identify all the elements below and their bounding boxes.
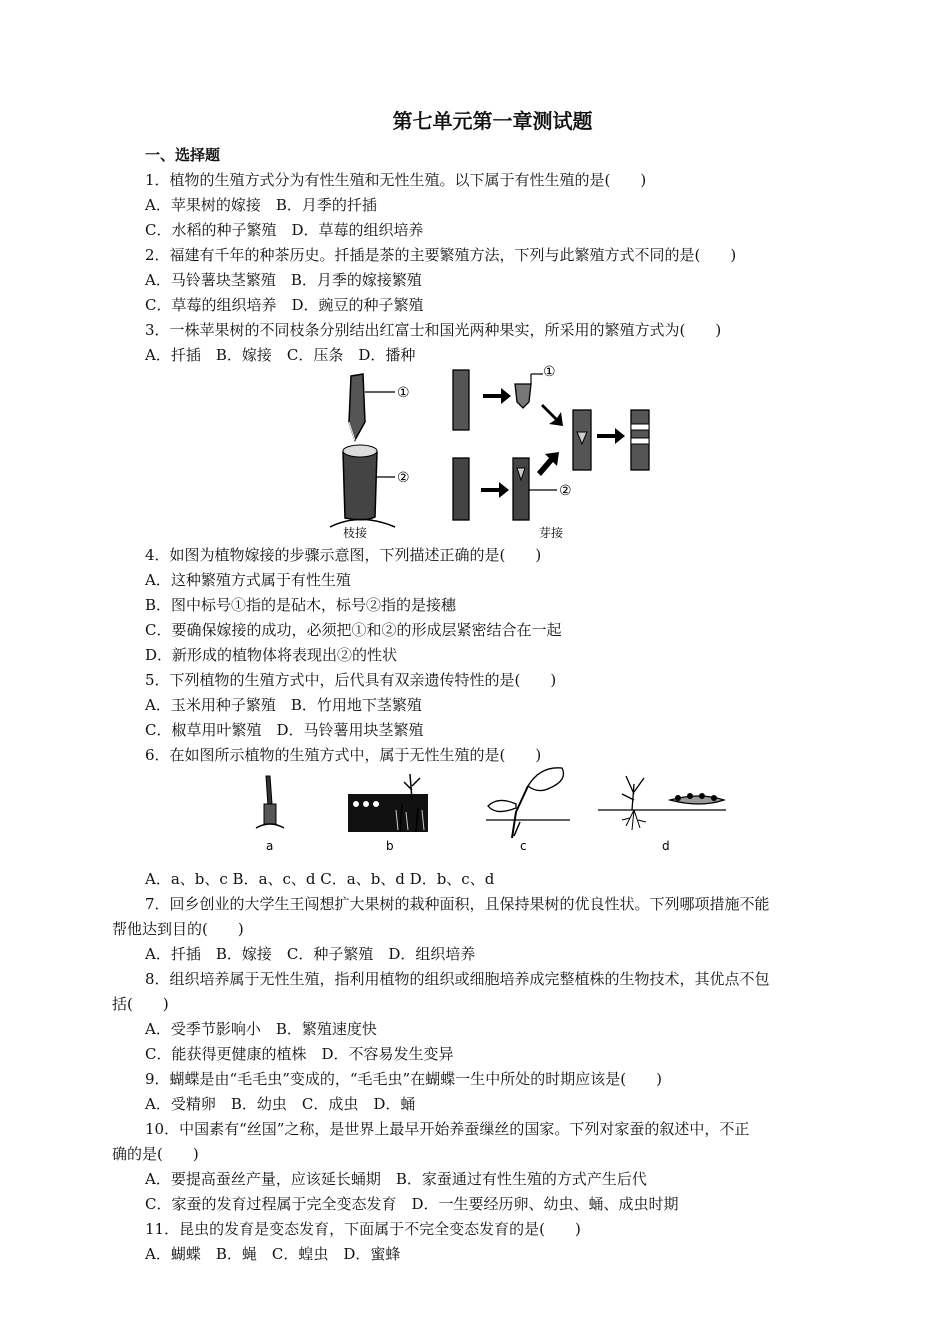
scion-drawing — [349, 374, 365, 440]
q2-options-2: C．草莓的组织培养 D．豌豆的种子繁殖 — [145, 296, 424, 314]
figure-d-drawing — [598, 776, 726, 830]
page-title: 第七单元第一章测试题 — [392, 109, 593, 133]
q10-options-2: C．家蚕的发育过程属于完全变态发育 D．一生要经历卵、幼虫、蛹、成虫时期 — [145, 1195, 679, 1213]
q1-options-2: C．水稻的种子繁殖 D．草莓的组织培养 — [145, 221, 424, 239]
q1-stem: 1．植物的生殖方式分为有性生殖和无性生殖。以下属于有性生殖的是( ) — [145, 171, 647, 189]
q3-stem: 3．一株苹果树的不同枝条分别结出红富士和国光两种果实，所采用的繁殖方式为( ) — [145, 321, 722, 339]
q1-options-1: A．苹果树的嫁接 B．月季的扦插 — [145, 196, 377, 214]
q2-stem: 2．福建有千年的种茶历史。扦插是茶的主要繁殖方法，下列与此繁殖方式不同的是( ) — [145, 246, 737, 264]
q8-options-1: A．受季节影响小 B．繁殖速度快 — [145, 1020, 377, 1038]
figure-a-drawing — [256, 776, 284, 828]
q10-options-1: A．要提高蚕丝产量，应该延长蛹期 B．家蚕通过有性生殖的方式产生后代 — [145, 1170, 647, 1188]
figure-d-label: d — [662, 839, 670, 853]
label-1-left: ① — [397, 385, 410, 401]
stock-drawing — [330, 445, 395, 527]
figure-a-label: a — [266, 839, 274, 853]
label-2-right: ② — [559, 483, 572, 499]
q7-stem-1: 7．回乡创业的大学生王闯想扩大果树的栽种面积，且保持果树的优良性状。下列哪项措施不能 — [145, 895, 770, 913]
q5-stem: 5．下列植物的生殖方式中，后代具有双亲遗传特性的是( ) — [145, 671, 557, 689]
q8-options-2: C．能获得更健康的植株 D．不容易发生变异 — [145, 1045, 454, 1063]
q11-options: A．蝴蝶 B．蝇 C．蝗虫 D．蜜蜂 — [145, 1245, 401, 1263]
figure-b-label: b — [386, 839, 394, 853]
section-heading: 一、选择题 — [145, 146, 221, 164]
q7-stem-2: 帮他达到目的( ) — [112, 920, 244, 938]
q3-options: A．扦插 B．嫁接 C．压条 D．播种 — [145, 346, 416, 364]
figure-c-drawing — [486, 768, 570, 838]
q6-stem: 6．在如图所示植物的生殖方式中，属于无性生殖的是( ) — [145, 746, 542, 764]
label-2-left: ② — [397, 470, 410, 486]
q11-stem: 11．昆虫的发育是变态发育，下面属于不完全变态发育的是( ) — [145, 1220, 581, 1238]
q8-stem-2: 括( ) — [112, 995, 169, 1013]
q2-options-1: A．马铃薯块茎繁殖 B．月季的嫁接繁殖 — [145, 271, 422, 289]
q9-options: A．受精卵 B．幼虫 C．成虫 D．蛹 — [145, 1095, 416, 1113]
q10-stem-2: 确的是( ) — [112, 1145, 199, 1163]
figure-b-drawing — [348, 774, 428, 832]
q5-options-1: A．玉米用种子繁殖 B．竹用地下茎繁殖 — [145, 696, 422, 714]
q6-options: A．a、b、c B．a、c、d C．a、b、d D．b、c、d — [145, 870, 495, 888]
q8-stem-1: 8．组织培养属于无性生殖，指利用植物的组织或细胞培养成完整植株的生物技术，其优点不包 — [145, 970, 770, 988]
label-1-right: ① — [543, 364, 556, 380]
caption-branch-grafting: 枝接 — [343, 526, 368, 540]
q5-options-2: C．椒草用叶繁殖 D．马铃薯用块茎繁殖 — [145, 721, 424, 739]
q9-stem: 9．蝴蝶是由“毛毛虫”变成的，“毛毛虫”在蝴蝶一生中所处的时期应该是( ) — [145, 1070, 662, 1088]
q7-options: A．扦插 B．嫁接 C．种子繁殖 D．组织培养 — [145, 945, 476, 963]
q4-option-b: B．图中标号①指的是砧木，标号②指的是接穗 — [145, 596, 457, 614]
q10-stem-1: 10．中国素有“丝国”之称，是世界上最早开始养蚕缫丝的国家。下列对家蚕的叙述中，不正 — [145, 1120, 750, 1138]
q4-stem: 4．如图为植物嫁接的步骤示意图，下列描述正确的是( ) — [145, 546, 542, 564]
q4-option-d: D．新形成的植物体将表现出②的性状 — [145, 646, 398, 664]
caption-bud-grafting: 芽接 — [539, 526, 564, 540]
q4-option-c: C．要确保嫁接的成功，必须把①和②的形成层紧密结合在一起 — [145, 621, 562, 639]
grafting-figure — [325, 362, 675, 540]
q4-option-a: A．这种繁殖方式属于有性生殖 — [145, 571, 351, 589]
reproduction-figure — [250, 764, 730, 856]
figure-c-label: c — [520, 839, 527, 853]
